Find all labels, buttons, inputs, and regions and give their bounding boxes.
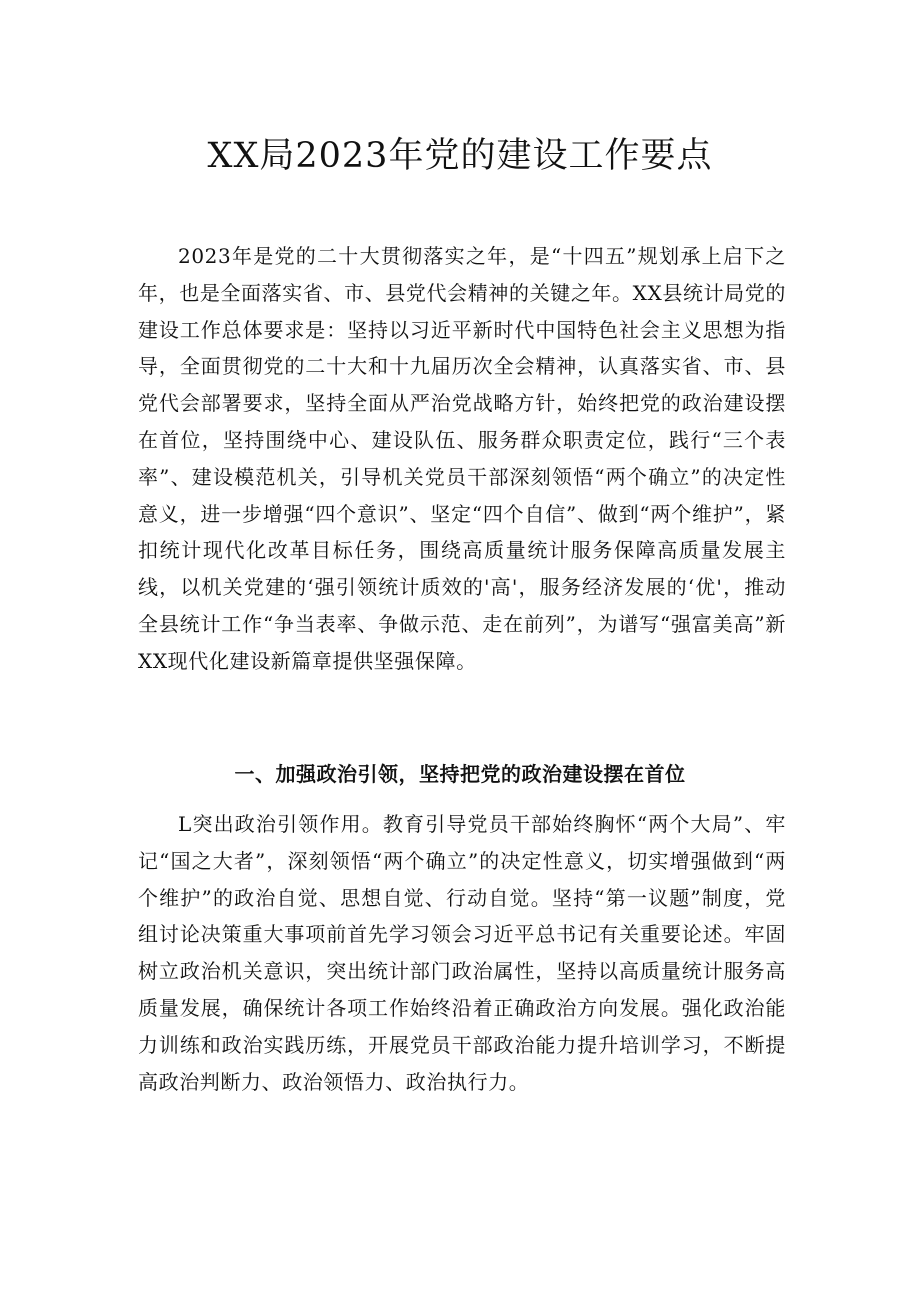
intro-paragraph: 2023年是党的二十大贯彻落实之年，是“十四五”规划承上启下之年，也是全面落实省、市、县党代会精神的关键之年。XX县统计局党的建设工作总体要求是：坚持以习近平新时代中国特色社会主义思想为指导，全面贯彻党的二十大和十九届历次全会精神，认真落实省、市、县党代会部署要求，坚持全面从严治党战略方针，始终把党的政治建设摆在首位，坚持围绕中心、建设队伍、服务群众职责定位，践行“三个表率”、建设模范机关，引导机关党员干部深刻领悟“两个确立”的决定性意义，进一步增强“四个意识”、坚定“四个自信”、做到“两个维护”，紧扣统计现代化改革目标任务，围绕高质量统计服务保障高质量发展主线，以机关党建的‘强引领统计质效的'高'，服务经济发展的‘优'，推动全县统计工作“争当表率、争做示范、走在前列”，为谱写“强富美高”新XX现代化建设新篇章提供坚强保障。 — [138, 244, 786, 673]
section-heading: 一、加强政治引领，坚持把党的政治建设摆在首位 — [234, 762, 686, 786]
section-paragraph: L突出政治引领作用。教育引导党员干部始终胸怀“两个大局”、牢记“国之大者”，深刻领悟“两个确立”的决定性意义，切实增强做到“两个维护”的政治自觉、思想自觉、行动自觉。坚持“第一议题”制度，党组讨论决策重大事项前首先学习领会习近平总书记有关重要论述。牢固树立政治机关意识，突出统计部门政治属性，坚持以高质量统计服务高质量发展，确保统计各项工作始终沿着正确政治方向发展。强化政治能力训练和政治实践历练，开展党员干部政治能力提升培训学习，不断提高政治判断力、政治领悟力、政治执行力。 — [138, 812, 786, 1094]
document-title: XX局2023年党的建设工作要点 — [207, 136, 713, 176]
